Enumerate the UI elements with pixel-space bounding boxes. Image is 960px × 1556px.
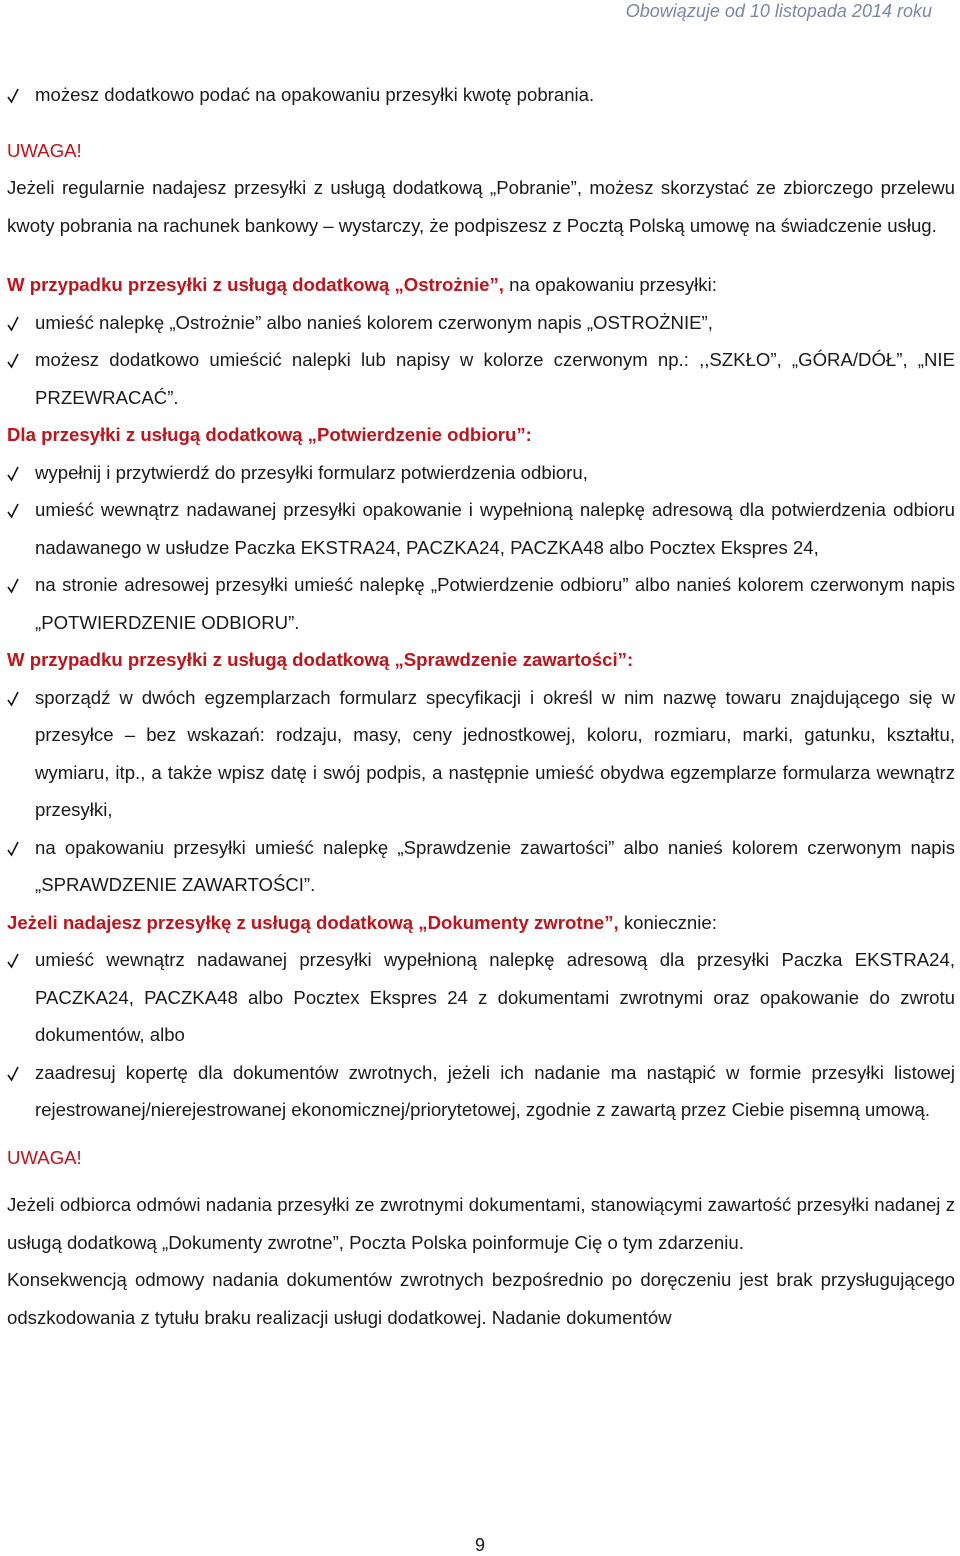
checkmark-icon (7, 316, 19, 332)
list-item: możesz dodatkowo umieścić nalepki lub napisy w kolorze czerwonym np.: ,,SZKŁO”, „GÓRA/DÓŁ”, „NIE PRZEWRACAĆ”. (7, 341, 955, 416)
document-body (7, 76, 955, 1336)
checkmark-icon (7, 953, 19, 969)
checkmark-icon (7, 88, 19, 104)
section-heading-sprawdzenie: W przypadku przesyłki z usługą dodatkową „Sprawdzenie zawartości”: (7, 649, 634, 670)
checkmark-icon (7, 1066, 19, 1082)
list-item: możesz dodatkowo podać na opakowaniu przesyłki kwotę pobrania. (7, 76, 955, 114)
list-item: umieść wewnątrz nadawanej przesyłki wypełnioną nalepkę adresową dla przesyłki Paczka EKSTRA24, PACZKA24, PACZKA48 albo Pocztex Ekspres 24 z dokumentami zwrotnymi oraz opakowanie do zwrotu dokumentów, albo (7, 941, 955, 1054)
checkmark-icon (7, 503, 19, 519)
section-heading-potwierdzenie: Dla przesyłki z usługą dodatkową „Potwierdzenie odbioru”: (7, 424, 532, 445)
warning-label: UWAGA! (7, 139, 82, 161)
warning-text: Jeżeli regularnie nadajesz przesyłki z usługą dodatkową „Pobranie”, możesz skorzystać ze zbiorczego przelewu kwoty pobrania na rachunek bankowy – wystarczy, że podpiszesz z Pocztą Polską umowę na świadczenie usług. (7, 177, 955, 236)
body-paragraph: Konsekwencją odmowy nadania dokumentów zwrotnych bezpośrednio po doręczeniu jest brak przysługującego odszkodowania z tytułu braku realizacji usługi dodatkowej. Nadanie dokumentów (7, 1269, 955, 1328)
checkmark-icon (7, 466, 19, 482)
list-item: umieść wewnątrz nadawanej przesyłki opakowanie i wypełnioną nalepkę adresową dla potwierdzenia odbioru nadawanego w usłudze Paczka EKSTRA24, PACZKA24, PACZKA48 albo Pocztex Ekspres 24, (7, 491, 955, 566)
list-item: sporządź w dwóch egzemplarzach formularz specyfikacji i określ w nim nazwę towaru znajdującego się w przesyłce – bez wskazań: rodzaju, masy, ceny jednostkowej, koloru, rozmiaru, marki, gatunku, kształtu, wymiaru, itp., a także wpisz datę i swój podpis, a następnie umieść obydwa egzemplarze formularza wewnątrz przesyłki, (7, 679, 955, 829)
checkmark-icon (7, 841, 19, 857)
list-item: na opakowaniu przesyłki umieść nalepkę „Sprawdzenie zawartości” albo nanieś kolorem czerwonym napis „SPRAWDZENIE ZAWARTOŚCI”. (7, 829, 955, 904)
checkmark-icon (7, 691, 19, 707)
page-header: Obowiązuje od 10 listopada 2014 roku (625, 1, 932, 21)
checkmark-icon (7, 578, 19, 594)
list-item: umieść nalepkę „Ostrożnie” albo nanieś kolorem czerwonym napis „OSTROŻNIE”, (7, 304, 955, 342)
checkmark-icon (7, 353, 19, 369)
section-heading-dokumenty: Jeżeli nadajesz przesyłkę z usługą dodatkową „Dokumenty zwrotne”, koniecznie: (7, 911, 717, 933)
list-item: zaadresuj kopertę dla dokumentów zwrotnych, jeżeli ich nadanie ma nastąpić w formie przesyłki listowej rejestrowanej/nierejestrowanej ekonomicznej/priorytetowej, zgodnie z zawartą przez Ciebie pisemną umową. (7, 1054, 955, 1129)
list-item: wypełnij i przytwierdź do przesyłki formularz potwierdzenia odbioru, (7, 454, 955, 492)
warning-text: Jeżeli odbiorca odmówi nadania przesyłki ze zwrotnymi dokumentami, stanowiącymi zawartość przesyłki nadanej z usługą dodatkową „Dokumenty zwrotne”, Poczta Polska poinformuje Cię o tym zdarzeniu. (7, 1194, 955, 1253)
list-item: na stronie adresowej przesyłki umieść nalepkę „Potwierdzenie odbioru” albo nanieś kolorem czerwonym napis „POTWIERDZENIE ODBIORU”. (7, 566, 955, 641)
page-number: 9 (474, 1535, 485, 1555)
section-heading-ostroznie: W przypadku przesyłki z usługą dodatkową „Ostrożnie”, na opakowaniu przesyłki: (7, 274, 717, 295)
warning-label: UWAGA! (7, 1146, 82, 1168)
